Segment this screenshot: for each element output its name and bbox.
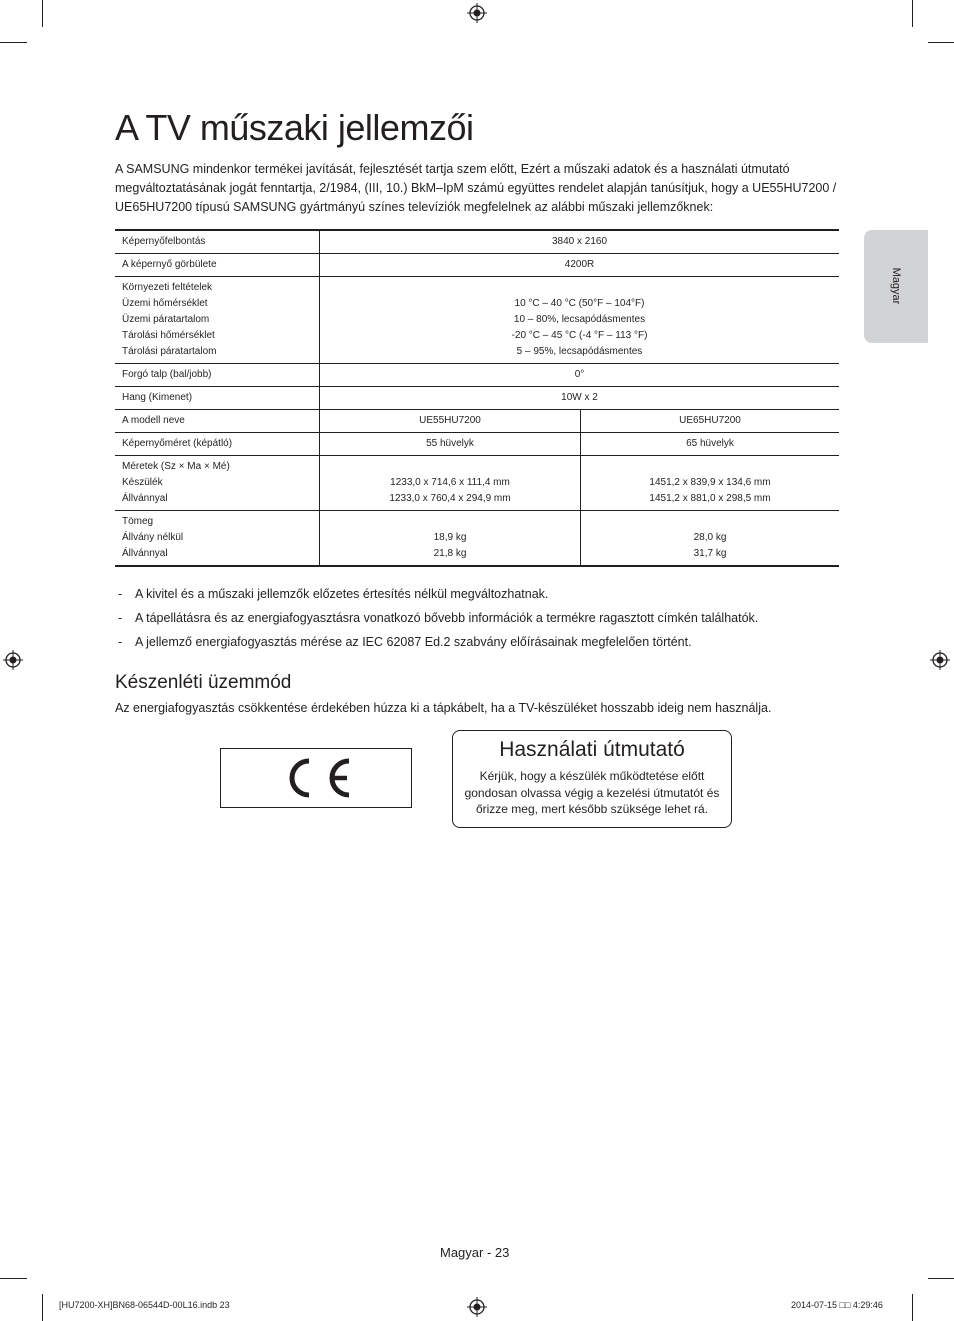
spec-label: Képernyőfelbontás [115, 230, 320, 254]
weight-value-line: 18,9 kg [433, 531, 467, 543]
footer-file-info: [HU7200-XH]BN68-06544D-00L16.indb 23 [59, 1300, 230, 1310]
list-dash: - [118, 611, 123, 625]
list-dash: - [118, 587, 123, 601]
env-label-line: Üzemi hőmérséklet [122, 298, 208, 309]
dim-label-line: Méretek (Sz × Ma × Mé) [122, 461, 230, 472]
spec-label: Forgó talp (bal/jobb) [115, 364, 320, 387]
dim-value-line: 1451,2 x 839,9 x 134,6 mm [649, 476, 771, 488]
notes-list [115, 584, 758, 656]
spec-value: 55 hüvelyk [320, 433, 581, 456]
spec-value: 10W x 2 [320, 387, 840, 410]
specs-table [115, 229, 839, 567]
weight-value-line: 31,7 kg [693, 547, 727, 559]
crop-mark [0, 1278, 27, 1279]
ce-mark-icon [221, 749, 411, 807]
registration-mark-icon [930, 650, 950, 670]
crop-mark [42, 0, 43, 27]
spec-value: 65 hüvelyk [581, 433, 840, 456]
spec-value: 4200R [320, 254, 840, 277]
language-side-tab [864, 230, 928, 343]
dim-value-line: 1451,2 x 881,0 x 298,5 mm [649, 492, 771, 504]
spec-label [115, 511, 320, 567]
spec-label [115, 456, 320, 511]
manual-text: Kérjük, hogy a készülék működtetése előtt gondosan olvassa végig a kezelési útmutatót és őrizze meg, mert később szüksége lehet rá. [464, 769, 720, 816]
env-label-line: Üzemi páratartalom [122, 314, 210, 325]
table-row [115, 277, 839, 364]
list-item [115, 632, 758, 656]
standby-text: Az energiafogyasztás csökkentése érdekében húzza ki a tápkábelt, ha a TV-készüléket hosszabb ideig nem használja. [115, 701, 772, 715]
spec-label [115, 277, 320, 364]
env-value-line: -20 °C – 45 °C (-4 °F – 113 °F) [511, 329, 648, 341]
spec-label: Képernyőméret (képátló) [115, 433, 320, 456]
spec-value [320, 511, 581, 567]
dim-value-line: 1233,0 x 760,4 x 294,9 mm [389, 492, 511, 504]
table-row [115, 387, 839, 410]
table-row [115, 456, 839, 511]
table-row [115, 254, 839, 277]
manual-title: Használati útmutató [499, 738, 685, 761]
spec-value [320, 277, 840, 364]
dim-value-line: 1233,0 x 714,6 x 111,4 mm [390, 476, 510, 488]
env-value-line: 5 – 95%, lecsapódásmentes [516, 345, 643, 357]
env-value-line: 10 °C – 40 °C (50°F – 104°F) [514, 297, 645, 309]
spec-value: 3840 x 2160 [320, 230, 840, 254]
dim-label-line: Készülék [122, 477, 163, 488]
standby-title: Készenléti üzemmód [115, 672, 292, 693]
note-text: A jellemző energiafogyasztás mérése az IEC 62087 Ed.2 szabvány előírásainak megfelelően történt. [135, 635, 692, 649]
page-title: A TV műszaki jellemzői [115, 107, 474, 148]
spec-value: 0° [320, 364, 840, 387]
weight-label-line: Állvánnyal [122, 548, 168, 559]
side-tab-label: Magyar [890, 267, 902, 305]
env-label-line: Tárolási páratartalom [122, 346, 217, 357]
intro-paragraph: A SAMSUNG mindenkor termékei javítását, fejlesztését tartja szem előtt, Ezért a műszaki adatok és a használati útmutató megváltoztatásának jogát fenntartja, 2/1984, (III, 10.) BkM–IpM számú együttes rendelet alapján tanúsítjuk, hogy a UE55HU7200 / UE65HU7200 típusú SAMSUNG gyártmányú színes televíziók megfelelnek az alábbi műszaki jellemzőknek: [115, 162, 837, 214]
crop-mark [42, 1294, 43, 1321]
list-dash: - [118, 635, 123, 649]
list-item [115, 584, 758, 608]
weight-value-line: 28,0 kg [693, 531, 727, 543]
spec-value [581, 511, 840, 567]
user-manual-box [452, 730, 732, 828]
env-label-line: Környezeti feltételek [122, 282, 213, 293]
spec-value: UE65HU7200 [581, 410, 840, 433]
crop-mark [928, 42, 954, 43]
env-value-line: 10 – 80%, lecsapódásmentes [513, 313, 646, 325]
crop-mark [0, 42, 27, 43]
weight-label-line: Tömeg [122, 516, 154, 527]
ce-mark-box [220, 748, 412, 808]
table-row [115, 364, 839, 387]
spec-label: A modell neve [115, 410, 320, 433]
table-row [115, 511, 839, 567]
table-row [115, 410, 839, 433]
registration-mark-icon [467, 1297, 487, 1317]
spec-value [581, 456, 840, 511]
note-text: A tápellátásra és az energiafogyasztásra vonatkozó bővebb információk a termékre ragasztott címkén találhatók. [135, 611, 759, 625]
weight-label-line: Állvány nélkül [122, 532, 184, 543]
footer-timestamp: 2014-07-15 □□ 4:29:46 [791, 1300, 883, 1310]
crop-mark [912, 1294, 913, 1321]
note-text: A kivitel és a műszaki jellemzők előzetes értesítés nélkül megváltozhatnak. [135, 587, 549, 601]
registration-mark-icon [467, 3, 487, 23]
weight-value-line: 21,8 kg [433, 547, 467, 559]
table-row [115, 433, 839, 456]
spec-label: Hang (Kimenet) [115, 387, 320, 410]
env-label-line: Tárolási hőmérséklet [122, 330, 215, 341]
spec-value: UE55HU7200 [320, 410, 581, 433]
dim-label-line: Állvánnyal [122, 493, 168, 504]
spec-value [320, 456, 581, 511]
crop-mark [928, 1278, 954, 1279]
page-number: Magyar - 23 [440, 1245, 510, 1260]
table-row [115, 230, 839, 254]
list-item [115, 608, 758, 632]
crop-mark [912, 0, 913, 27]
spec-label: A képernyő görbülete [115, 254, 320, 277]
registration-mark-icon [3, 650, 23, 670]
